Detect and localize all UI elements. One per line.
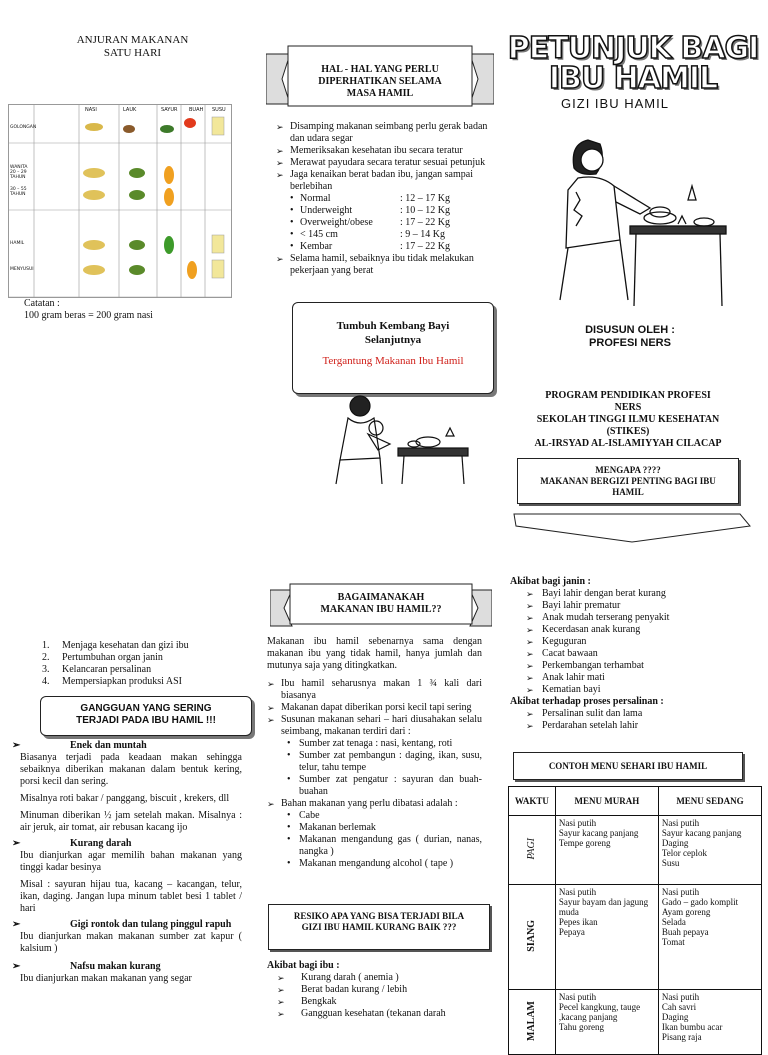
list-item: ➢ Bayi lahir dengan berat kurang	[526, 588, 760, 600]
weight-gain-list	[276, 193, 488, 253]
disorders-text: ➢ Enek dan muntah Biasanya terjadi pada keadaan makan sehingga sebaiknya diberikan makanan dalam bentuk kering, porsi kecil dan sering. Misalnya roti bakar / panggang, biscuit , krekers, dll Minuman diberikan ½ jam setelah makan. Misalnya : air jeruk, air tomat, air rebusan kacang ijo ➢ Kurang darah Ibu dianjurkan agar memilih bahan makanan yang tinggi kadar besinya Misal : sayuran hijau tua, kacang – kacangan, telur, ikan, daging. Jangan lupa minum tablet besi 1 tablet / hari ➢ Gigi rontok dan tulang pinggul rapuh Ibu dianjurkan makan makanan sumber zat kapur ( kalsium ) ➢ Nafsu makan kurang Ibu dianjurkan makan makanan yang segar	[12, 740, 242, 984]
weight-row: • Overweight/obese : 17 – 22 Kg	[290, 217, 450, 228]
mother-effects: Akibat bagi ibu : ➢ Kurang darah ( anemia ) ➢ Berat badan kurang / lebih ➢ Bengkak ➢ Gangguan kesehatan (tekanan darah	[267, 960, 487, 1020]
list-item: ➢ Persalinan sulit dan lama	[526, 708, 760, 720]
risk-box: RESIKO APA YANG BISA TERJADI BILA GIZI IBU HAMIL KURANG BAIK ???	[268, 904, 490, 950]
attention-list	[276, 121, 488, 277]
list-item: ➢ Kurang darah ( anemia )	[277, 972, 487, 984]
list-item: 1. Menjaga kesehatan dan gizi ibu	[42, 640, 189, 651]
disorder-heading: ➢ Enek dan muntah	[12, 740, 147, 751]
list-item: ➢ Kecerdasan anak kurang	[526, 624, 760, 636]
table-row: PAGI Nasi putih Sayur kacang panjang Tempe goreng Nasi putih Sayur kacang panjang Daging Telor ceplok Susu	[509, 816, 762, 885]
food-guide-table: NASI LAUK SAYUR BUAH SUSU GOLONGAN WANITA 20 – 29 TAHUN 30 – 55 TAHUN HAMIL MENYUSUI	[8, 104, 232, 298]
brochure-subtitle: GIZI IBU HAMIL	[561, 96, 669, 111]
table-row: SIANG Nasi putih Sayur bayam dan jagung muda Pepes ikan Pepaya Nasi putih Gado – gado komplit Ayam goreng Selada Buah pepaya Tomat	[509, 885, 762, 990]
list-item: • Sumber zat tenaga : nasi, kentang, roti	[287, 738, 482, 750]
how-food-banner: BAGAIMANAKAH MAKANAN IBU HAMIL??	[270, 582, 492, 632]
list-item: ➢ Berat badan kurang / lebih	[277, 984, 487, 996]
disorders-banner: GANGGUAN YANG SERING TERJADI PADA IBU HAMIL !!!	[40, 696, 252, 736]
down-arrow-icon	[512, 512, 752, 544]
list-item: ➢ Jaga kenaikan berat badan ibu, jangan sampai berlebihan	[276, 169, 488, 193]
list-item: • Makanan berlemak	[287, 822, 482, 834]
list-item: ➢ Makanan dapat diberikan porsi kecil tapi sering	[267, 702, 482, 714]
list-item: 3. Kelancaran persalinan	[42, 664, 152, 675]
table-row: MALAM Nasi putih Pecel kangkung, tauge ,kacang panjang Tahu goreng Nasi putih Cah savri Daging Ikan bumbu acar Pisang raja	[509, 990, 762, 1055]
list-item: ➢ Cacat bawaan	[526, 648, 760, 660]
list-item: ➢ Anak lahir mati	[526, 672, 760, 684]
attention-banner: HAL - HAL YANG PERLU DIPERHATIKAN SELAMA MASA HAMIL	[266, 44, 494, 114]
list-item: ➢ Bahan makanan yang perlu dibatasi adalah :	[267, 798, 482, 810]
list-item: ➢ Keguguran	[526, 636, 760, 648]
weight-row: • < 145 cm : 9 – 14 Kg	[290, 229, 445, 240]
disorder-heading: ➢ Gigi rontok dan tulang pinggul rapuh	[12, 919, 232, 930]
list-item: ➢ Ibu hamil seharusnya makan 1 ¾ kali dari biasanya	[267, 678, 482, 702]
institution-block: PROGRAM PENDIDIKAN PROFESI NERS SEKOLAH TINGGI ILMU KESEHATAN (STIKES) AL-IRSYAD AL-ISLAMIYYAH CILACAP	[534, 390, 722, 449]
table-header-row: WAKTU MENU MURAH MENU SEDANG	[509, 787, 762, 816]
food-guide-title: ANJURAN MAKANAN SATU HARI	[76, 34, 189, 59]
daily-menu-table	[508, 786, 762, 1055]
list-item: • Makanan mengandung alcohol ( tape )	[287, 858, 482, 870]
list-item: • Sumber zat pengatur : sayuran dan buah-buahan	[287, 774, 482, 798]
mother-feeding-baby-illustration	[318, 388, 478, 488]
list-item: ➢ Perkembangan terhambat	[526, 660, 760, 672]
list-item: ➢ Merawat payudara secara teratur sesuai petunjuk	[276, 157, 488, 169]
pregnant-woman-eating-illustration	[540, 130, 730, 310]
list-item: ➢ Perdarahan setelah lahir	[526, 720, 760, 732]
list-item: ➢ Kematian bayi	[526, 684, 760, 696]
list-item: ➢ Susunan makanan sehari – hari diusahakan selalu seimbang, makanan terdiri dari :	[267, 714, 482, 738]
list-item: 4. Mempersiapkan produksi ASI	[42, 676, 182, 687]
food-guide-illustration	[9, 105, 231, 297]
disorder-heading: ➢ Kurang darah	[12, 838, 132, 849]
authored-by: DISUSUN OLEH : PROFESI NERS	[585, 324, 675, 349]
list-item: ➢ Bengkak	[277, 996, 487, 1008]
list-item: • Makanan mengandung gas ( durian, nanas, nangka )	[287, 834, 482, 858]
fetus-effects: Akibat bagi janin : ➢ Bayi lahir dengan berat kurang ➢ Bayi lahir prematur ➢ Anak mudah terserang penyakit ➢ Kecerdasan anak kurang ➢ Keguguran ➢ Cacat bawaan ➢ Perkembangan terhambat ➢ Anak lahir mati ➢ Kematian bayi Akibat terhadap proses persalinan : ➢ Persalinan sulit dan lama ➢ Perdarahan setelah lahir	[510, 576, 760, 732]
disorder-heading: ➢ Nafsu makan kurang	[12, 961, 161, 972]
list-item: ➢ Memeriksakan kesehatan ibu secara teratur	[276, 145, 488, 157]
list-item: ➢ Anak mudah terserang penyakit	[526, 612, 760, 624]
why-nutrition-box: MENGAPA ???? MAKANAN BERGIZI PENTING BAGI IBU HAMIL	[517, 458, 739, 504]
list-item: ➢ Disamping makanan seimbang perlu gerak badan dan udara segar	[276, 121, 488, 145]
list-item: ➢ Selama hamil, sebaiknya ibu tidak melakukan pekerjaan yang berat	[276, 253, 488, 277]
list-item: 2. Pertumbuhan organ janin	[42, 652, 163, 663]
food-guide-note: Catatan : 100 gram beras = 200 gram nasi	[24, 298, 153, 321]
list-item: ➢ Gangguan kesehatan (tekanan darah	[277, 1008, 487, 1020]
weight-row: • Kembar : 17 – 22 Kg	[290, 241, 450, 252]
list-item: ➢ Bayi lahir prematur	[526, 600, 760, 612]
list-item: • Cabe	[287, 810, 482, 822]
menu-title-box: CONTOH MENU SEHARI IBU HAMIL	[513, 752, 743, 780]
reasons-list	[42, 640, 242, 688]
how-food-text: Makanan ibu hamil sebenarnya sama dengan makanan ibu yang tidak hamil, hanya jumlah dan mutunya saja yang ditingkatkan. ➢ Ibu hamil seharusnya makan 1 ¾ kali dari biasanya ➢ Makanan dapat diberikan porsi kecil tapi sering ➢ Susunan makanan sehari – hari diusahakan selalu seimbang, makanan terdiri dari : • Sumber zat tenaga : nasi, kentang, roti • Sumber zat pembangun : daging, ikan, susu, telur, tahu tempe • Sumber zat pengatur : sayuran dan buah-buahan ➢ Bahan makanan yang perlu dibatasi adalah : • Cabe • Makanan berlemak • Makanan mengandung gas ( durian, nanas, nangka ) • Makanan mengandung alcohol ( tape )	[267, 636, 482, 870]
weight-row: • Normal : 12 – 17 Kg	[290, 193, 450, 204]
brochure-title: PETUNJUK BAGI IBU HAMIL	[507, 31, 759, 96]
list-item: • Sumber zat pembangun : daging, ikan, susu, telur, tahu tempe	[287, 750, 482, 774]
weight-row: • Underweight : 10 – 12 Kg	[290, 205, 450, 216]
growth-scroll: Tumbuh Kembang Bayi Selanjutnya Tergantung Makanan Ibu Hamil	[292, 302, 494, 394]
